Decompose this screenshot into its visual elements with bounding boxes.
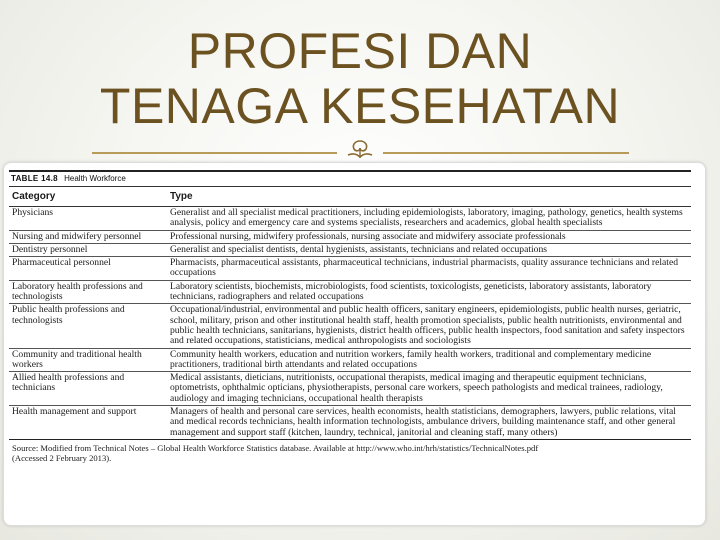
source-link[interactable]: http://www.who.int/hrh/statistics/TechnicalNotes.pdf <box>356 442 539 453</box>
row-category: Dentistry personnel <box>9 243 167 256</box>
row-category: Public health professions and technologists <box>9 304 167 348</box>
row-type: Pharmacists, pharmaceutical assistants, pharmaceutical technicians, industrial pharmacists, quality assurance technicians and related occupations <box>167 257 691 281</box>
column-header-type: Type <box>167 187 691 207</box>
slide-title-line-2: TENAGA KESEHATAN <box>99 78 621 134</box>
table-row <box>9 372 691 406</box>
title-divider-left <box>92 152 337 154</box>
row-category: Nursing and midwifery personnel <box>9 230 167 243</box>
row-category: Laboratory health professions and technologists <box>9 280 167 304</box>
row-type: Laboratory scientists, biochemists, microbiologists, food scientists, toxicologists, geneticists, laboratory assistants, laboratory technicians, radiographers and related occupations <box>167 280 691 304</box>
table-header-row <box>9 187 691 207</box>
row-type: Generalist and specialist dentists, dental hygienists, assistants, technicians and related occupations <box>167 243 691 256</box>
table-source-note <box>9 440 691 463</box>
slide-title <box>0 24 720 134</box>
content-panel <box>3 162 706 526</box>
row-type: Professional nursing, midwifery professionals, nursing associate and midwifery associate professionals <box>167 230 691 243</box>
table-caption <box>9 170 691 186</box>
row-category: Community and traditional health workers <box>9 348 167 372</box>
table-row <box>9 207 691 231</box>
row-category: Pharmaceutical personnel <box>9 257 167 281</box>
table-row <box>9 243 691 256</box>
column-header-category: Category <box>9 187 167 207</box>
fleur-ornament-icon <box>344 137 376 161</box>
row-type: Community health workers, education and nutrition workers, family health workers, traditional and complementary medicine practitioners, traditional birth attendants and related occupations <box>167 348 691 372</box>
source-prefix: Source: Modified from Technical Notes – Global Health Workforce Statistics database. Available at <box>12 442 355 453</box>
table-caption-title: Health Workforce <box>64 174 126 183</box>
table-row <box>9 304 691 348</box>
table-row <box>9 348 691 372</box>
health-workforce-table <box>9 170 691 463</box>
slide-title-line-1: PROFESI DAN <box>187 23 533 79</box>
source-accessed: (Accessed 2 February 2013). <box>12 452 112 463</box>
workforce-table <box>9 186 691 440</box>
row-type: Generalist and all specialist medical practitioners, including epidemiologists, laboratory, imaging, pathology, genetics, health systems analysis, policy and emergency care and systems specialists, researchers and academics, global health specialists <box>167 207 691 231</box>
row-type: Medical assistants, dieticians, nutritionists, occupational therapists, medical imaging and therapeutic equipment technicians, optometrists, ophthalmic opticians, physiotherapists, personal care workers, speech pathologists and medical trainees, radiology, audiology and imaging technicians, occupational health therapists <box>167 372 691 406</box>
row-category: Physicians <box>9 207 167 231</box>
table-row <box>9 280 691 304</box>
title-divider-right <box>383 152 629 154</box>
row-category: Health management and support <box>9 406 167 440</box>
row-type: Managers of health and personal care services, health economists, health statisticians, demographers, lawyers, public relations, vital and medical records technicians, health information technologists, ambulance drivers, building maintenance staff, and other general management and support staff (kitchen, laundry, technical, janitorial and cleaning staff, many others) <box>167 406 691 440</box>
table-row <box>9 230 691 243</box>
row-category: Allied health professions and technicians <box>9 372 167 406</box>
table-row <box>9 257 691 281</box>
table-row <box>9 406 691 440</box>
table-caption-number: TABLE 14.8 <box>11 174 58 183</box>
row-type: Occupational/industrial, environmental and public health officers, sanitary engineers, epidemiologists, public health nurses, geriatric, school, military, prison and other institutional health staff, health promotion specialists, public health nutritionists, environmental and public health technicians, sanitarians, hygienists, district health officers, public health inspectors, food sanitation and safety inspectors and related occupations, statisticians, medical anthropologists and sociologists <box>167 304 691 348</box>
